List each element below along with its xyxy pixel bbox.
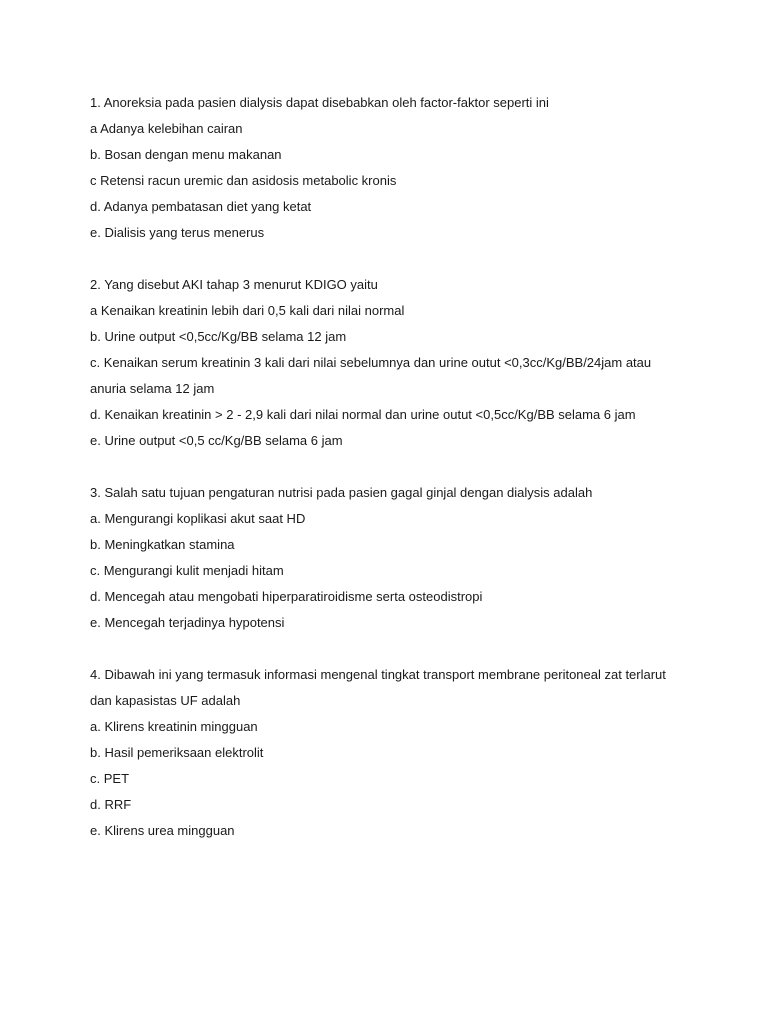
- answer-option: b. Urine output <0,5cc/Kg/BB selama 12 jam: [90, 329, 347, 344]
- question-4: [90, 662, 688, 844]
- question-stem: 2. Yang disebut AKI tahap 3 menurut KDIGO yaitu: [90, 277, 378, 292]
- answer-option: a. Mengurangi koplikasi akut saat HD: [90, 511, 306, 526]
- answer-option: c Retensi racun uremic dan asidosis metabolic kronis: [90, 173, 397, 188]
- answer-option: e. Klirens urea mingguan: [90, 823, 235, 838]
- answer-option: d. Mencegah atau mengobati hiperparatiroidisme serta osteodistropi: [90, 589, 483, 604]
- answer-option: b. Bosan dengan menu makanan: [90, 147, 282, 162]
- answer-option: a. Klirens kreatinin mingguan: [90, 719, 258, 734]
- answer-option: d. Adanya pembatasan diet yang ketat: [90, 199, 312, 214]
- question-stem: 3. Salah satu tujuan pengaturan nutrisi pada pasien gagal ginjal dengan dialysis adalah: [90, 485, 593, 500]
- answer-option: e. Urine output <0,5 cc/Kg/BB selama 6 jam: [90, 433, 343, 448]
- answer-option: c. Kenaikan serum kreatinin 3 kali dari nilai sebelumnya dan urine outut <0,3cc/Kg/BB/24jam atau anuria selama 12 jam: [90, 355, 652, 396]
- question-3: [90, 480, 688, 636]
- answer-option: e. Mencegah terjadinya hypotensi: [90, 615, 285, 630]
- answer-option: c. PET: [90, 771, 130, 786]
- question-1: [90, 90, 688, 246]
- answer-option: a Kenaikan kreatinin lebih dari 0,5 kali dari nilai normal: [90, 303, 405, 318]
- answer-option: b. Hasil pemeriksaan elektrolit: [90, 745, 264, 760]
- question-stem: 1. Anoreksia pada pasien dialysis dapat disebabkan oleh factor-faktor seperti ini: [90, 95, 549, 110]
- answer-option: a Adanya kelebihan cairan: [90, 121, 243, 136]
- answer-option: d. Kenaikan kreatinin > 2 - 2,9 kali dari nilai normal dan urine outut <0,5cc/Kg/BB selama 6 jam: [90, 407, 636, 422]
- question-stem: 4. Dibawah ini yang termasuk informasi mengenal tingkat transport membrane peritoneal zat terlarut dan kapasistas UF adalah: [90, 667, 666, 708]
- answer-option: b. Meningkatkan stamina: [90, 537, 235, 552]
- answer-option: c. Mengurangi kulit menjadi hitam: [90, 563, 284, 578]
- answer-option: d. RRF: [90, 797, 132, 812]
- answer-option: e. Dialisis yang terus menerus: [90, 225, 265, 240]
- question-2: [90, 272, 688, 454]
